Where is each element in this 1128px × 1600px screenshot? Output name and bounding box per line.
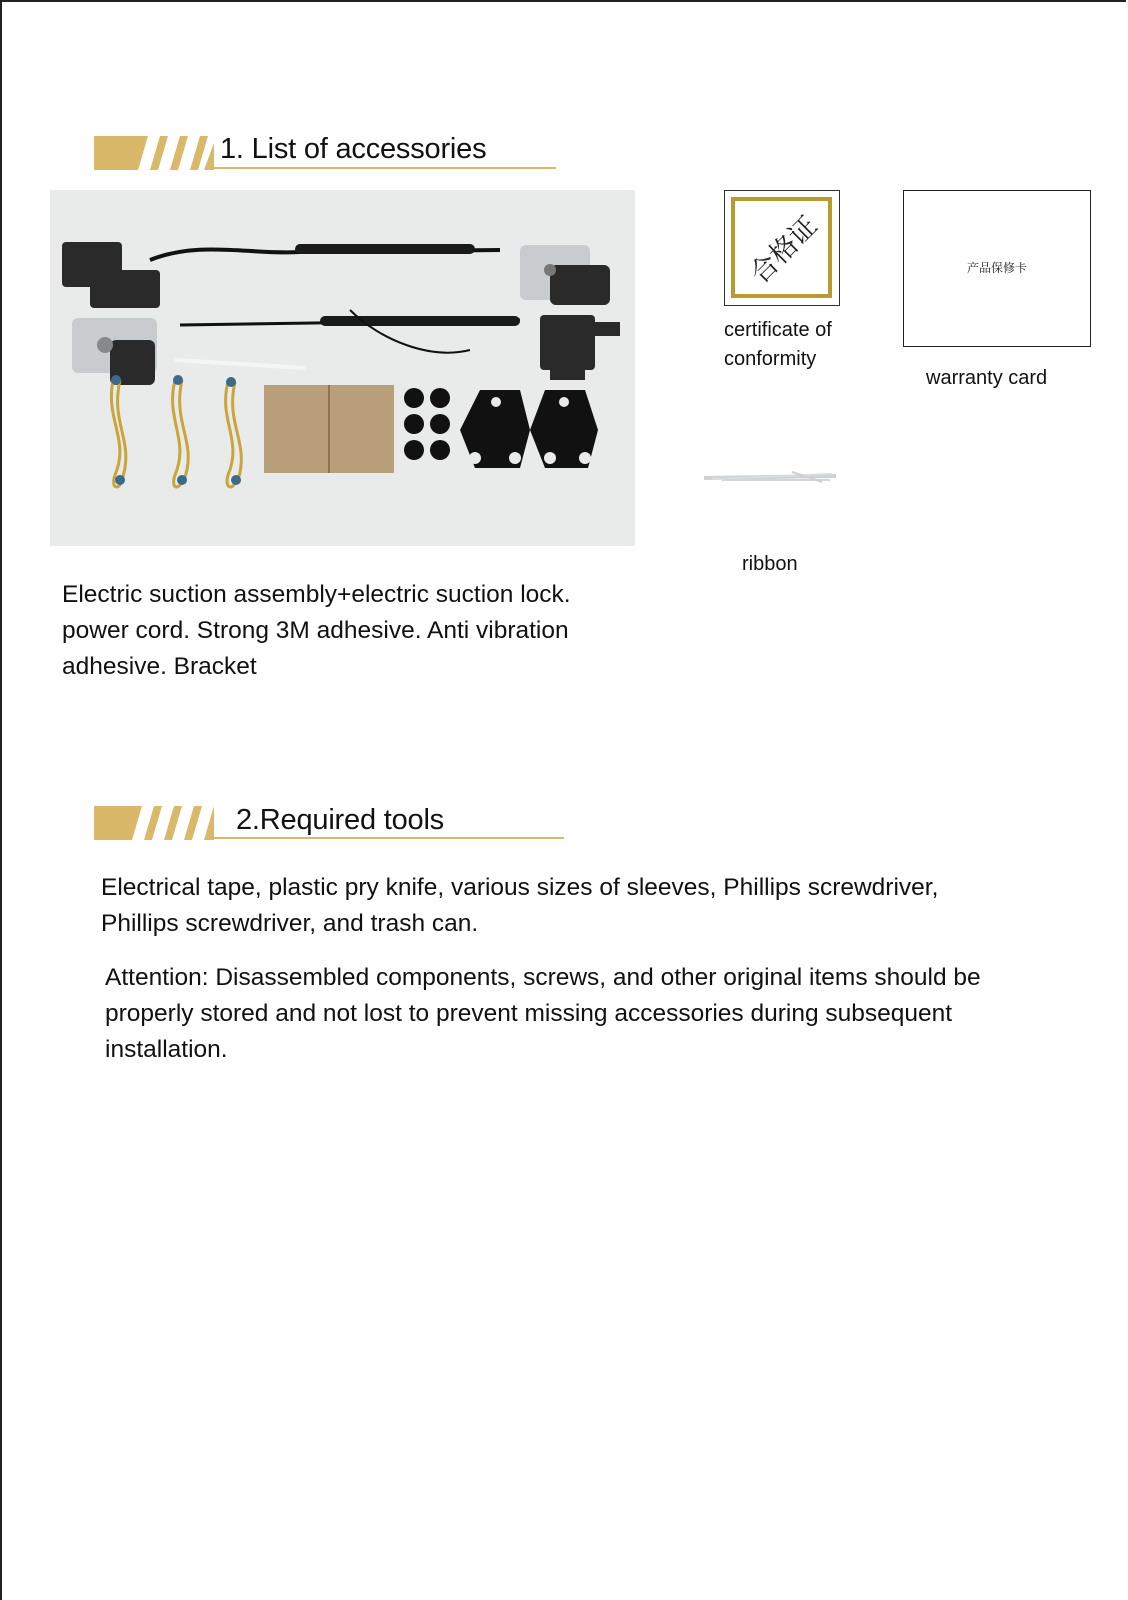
accessories-photo [50, 190, 635, 546]
section-2-rule [214, 837, 564, 839]
section-2-title: 2.Required tools [236, 804, 444, 836]
section-1-header [94, 133, 494, 175]
certificate-caption-line1: certificate of [724, 319, 832, 341]
ribbon-caption: ribbon [742, 553, 798, 575]
stripe-bar-icon [94, 133, 214, 173]
accessories-photo-illustration [50, 190, 635, 546]
section-2-header [94, 803, 494, 845]
warranty-card [903, 190, 1091, 347]
ribbon-image [702, 466, 838, 490]
certificate-card [724, 190, 840, 306]
warranty-card-text: 产品保修卡 [966, 261, 1027, 275]
stripe-bar-icon [94, 803, 214, 843]
certificate-stamp-frame [731, 197, 832, 298]
section-1-title: 1. List of accessories [220, 133, 487, 165]
attention-text: Attention: Disassembled components, screws, and other original items should be properly stored and not lost to prevent missing accessories during subsequent installation. [105, 964, 981, 1063]
certificate-caption-line2: conformity [724, 348, 817, 370]
section-1-rule [214, 167, 556, 169]
certificate-stamp-text: 合格证 [744, 210, 824, 290]
certificate-caption [724, 316, 832, 374]
warranty-caption: warranty card [926, 367, 1048, 389]
required-tools-text: Electrical tape, plastic pry knife, various sizes of sleeves, Phillips screwdriver, Phillips screwdriver, and trash can. [101, 874, 939, 937]
accessories-description: Electric suction assembly+electric suction lock. power cord. Strong 3M adhesive. Anti vibration adhesive. Bracket [62, 581, 571, 680]
